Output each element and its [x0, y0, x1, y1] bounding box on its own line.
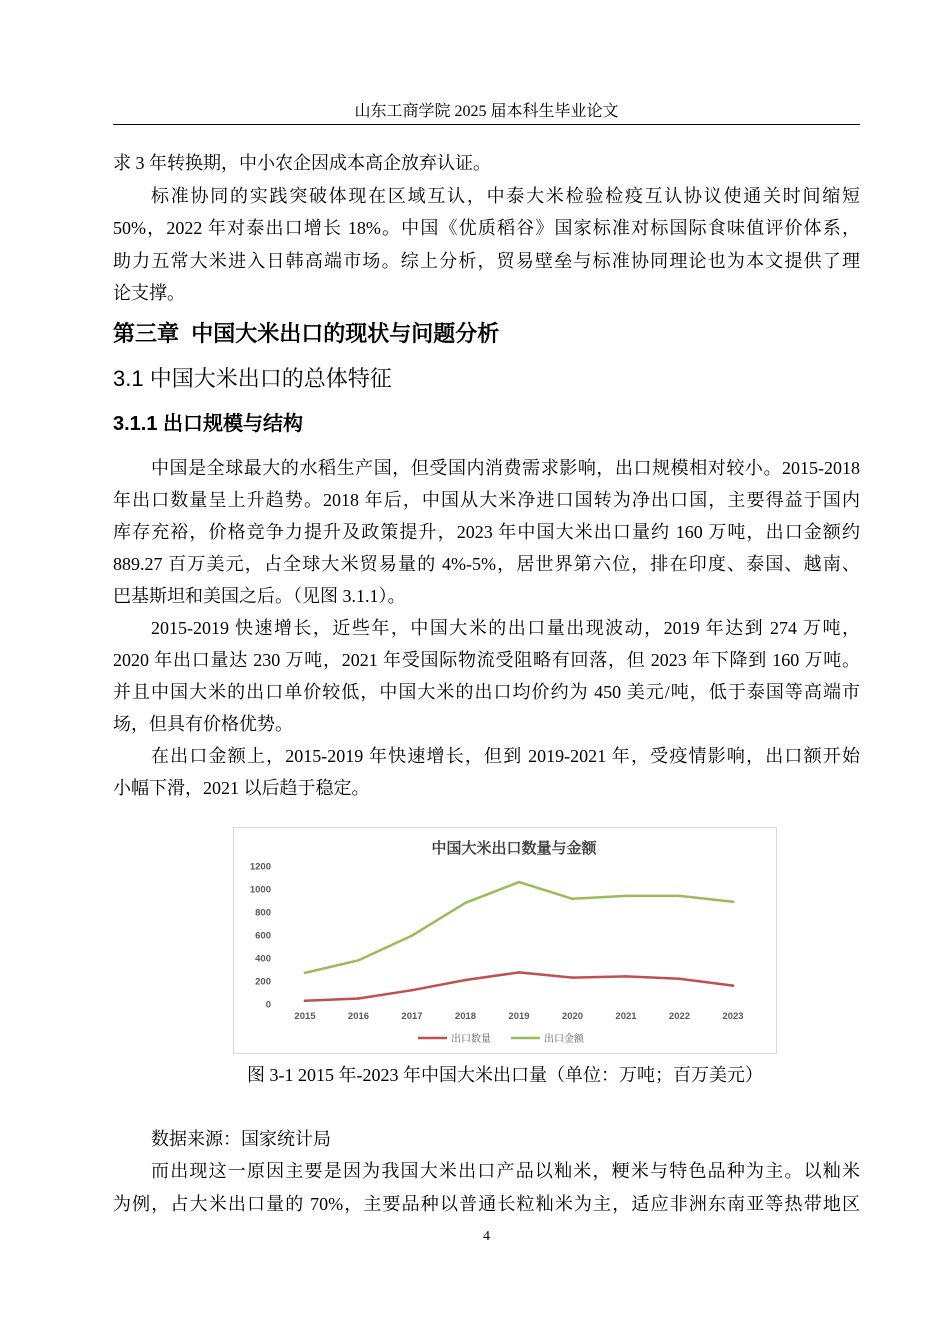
data-point: [732, 984, 735, 987]
y-tick-label: 1000: [249, 884, 271, 896]
data-point: [357, 959, 360, 962]
data-source-note: 数据来源：国家统计局: [151, 1129, 331, 1149]
text-line: 并且中国大米的出口单价较低，中国大米的出口均价约为 450 美元/吨，低于泰国等高端市: [113, 682, 860, 702]
chapter-heading: 第三章 中国大米出口的现状与问题分析: [113, 321, 500, 346]
text-line: 2020 年出口量达 230 万吨，2021 年受国际物流受阻略有回落，但 2023 年下降到 160 万吨。: [113, 650, 860, 670]
export-line-chart: [233, 827, 777, 1054]
text-line: 标准协同的实践突破体现在区域互认，中泰大米检验检疫互认协议使通关时间缩短: [151, 186, 860, 206]
x-tick-label: 2022: [668, 1011, 691, 1022]
chart-svg: [233, 827, 777, 1054]
text-line: 助力五常大米进入日韩高端市场。综上分析，贸易壁垒与标准协同理论也为本文提供了理: [113, 251, 860, 271]
text-line: 求 3 年转换期，中小农企因成本高企放弃认证。: [113, 153, 491, 173]
text-line: 而出现这一原因主要是因为我国大米出口产品以籼米，粳米与特色品种为主。以籼米: [151, 1161, 860, 1181]
x-tick-label: 2015: [294, 1011, 316, 1022]
data-point: [518, 971, 521, 974]
text-line: 中国是全球最大的水稻生产国，但受国内消费需求影响，出口规模相对较小。2015-2018: [151, 458, 860, 478]
text-line: 在出口金额上，2015-2019 年快速增长，但到 2019-2021 年，受疫情影响，出口额开始: [151, 746, 860, 766]
text-line: 场，但具有价格优势。: [113, 714, 293, 734]
text-line: 年出口数量呈上升趋势。2018 年后，中国从大米净进口国转为净出口国，主要得益于国内: [113, 490, 860, 510]
data-point: [571, 897, 574, 900]
text-line: 小幅下滑，2021 以后趋于稳定。: [113, 778, 370, 798]
data-point: [625, 975, 628, 978]
data-point: [732, 900, 735, 903]
data-point: [518, 881, 521, 884]
data-point: [411, 934, 414, 937]
x-tick-label: 2018: [454, 1011, 477, 1022]
x-tick-label: 2017: [401, 1011, 423, 1022]
text-line: 库存充裕，价格竞争力提升及政策提升，2023 年中国大米出口量约 160 万吨，出口金额约: [113, 522, 860, 542]
data-point: [304, 972, 307, 975]
data-point: [625, 895, 628, 898]
data-point: [678, 895, 681, 898]
y-tick-label: 800: [255, 907, 271, 919]
data-point: [678, 977, 681, 980]
section-heading: 3.1 中国大米出口的总体特征: [113, 366, 392, 391]
text-line: 论支撑。: [113, 283, 185, 303]
y-tick-label: 1200: [249, 861, 271, 873]
y-tick-label: 400: [255, 953, 271, 965]
running-header: 山东工商学院 2025 届本科生毕业论文: [354, 103, 619, 120]
data-point: [571, 976, 574, 979]
data-point: [464, 979, 467, 982]
x-tick-label: 2020: [561, 1011, 584, 1022]
text-line: 50%，2022 年对泰出口增长 18%。中国《优质稻谷》国家标准对标国际食味值评价体系，: [113, 218, 860, 238]
figure-caption: 图 3-1 2015 年-2023 年中国大米出口量（单位：万吨；百万美元）: [247, 1065, 763, 1085]
data-point: [411, 989, 414, 992]
data-point: [464, 902, 467, 905]
text-line: 巴基斯坦和美国之后。（见图 3.1.1）。: [113, 586, 406, 606]
x-tick-label: 2021: [615, 1011, 637, 1022]
legend-label: 出口数量: [451, 1034, 491, 1045]
data-point: [304, 999, 307, 1002]
x-tick-label: 2019: [508, 1011, 530, 1022]
header-rule: [113, 124, 860, 125]
legend-label: 出口金额: [544, 1034, 584, 1045]
x-tick-label: 2016: [347, 1011, 370, 1022]
subsection-heading: 3.1.1 出口规模与结构: [113, 413, 304, 435]
y-tick-label: 0: [265, 999, 271, 1011]
y-tick-label: 600: [255, 930, 271, 942]
data-point: [357, 997, 360, 1000]
y-tick-label: 200: [255, 976, 271, 988]
page-number: 4: [483, 1229, 490, 1244]
text-line: 889.27 百万美元，占全球大米贸易量的 4%-5%，居世界第六位，排在印度、泰国、越南、: [113, 554, 860, 574]
chart-title: 中国大米出口数量与金额: [431, 840, 597, 857]
x-tick-label: 2023: [722, 1011, 744, 1022]
text-line: 为例，占大米出口量的 70%，主要品种以普通长粒籼米为主，适应非洲东南亚等热带地区: [113, 1194, 860, 1214]
text-line: 2015-2019 快速增长，近些年，中国大米的出口量出现波动，2019 年达到 274 万吨，: [151, 618, 860, 638]
